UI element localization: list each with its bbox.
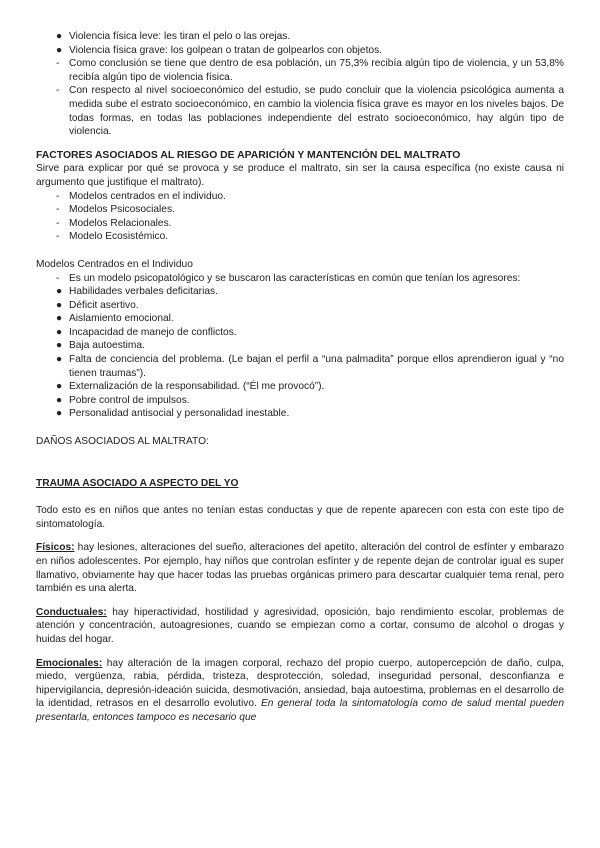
trauma-intro: Todo esto es en niños que antes no tenían estas conductas y que de repente aparecen con esta con este tipo de sintomatología. xyxy=(36,505,564,530)
list-item xyxy=(36,299,564,313)
list-item xyxy=(36,190,564,204)
list-item-text: Aislamiento emocional. xyxy=(69,313,174,325)
dash-marker: - xyxy=(56,190,60,202)
emocionales-italic-text: En general toda la sintomatología como de salud mental pueden presentarla, entonces tampoco es necesario que xyxy=(36,698,565,723)
list-item-text: Violencia física grave: los golpean o tratan de golpearlos con objetos. xyxy=(69,44,382,56)
list-item-text: Como conclusión se tiene que dentro de esa población, un 75,3% recibía algún tipo de violencia, y un 53,8% recibía algún tipo de violencia física. xyxy=(69,58,564,83)
list-item-text: Es un modelo psicopatológico y se buscaron las características en común que tenían los agresores: xyxy=(69,272,521,284)
list-item-text: Modelos Psicosociales. xyxy=(69,204,175,216)
emocionales-label: Emocionales: xyxy=(36,657,103,669)
emocionales-paragraph xyxy=(36,657,564,725)
emocionales-text: hay alteración de la imagen corporal, rechazo del propio cuerpo, autopercepción de daño, culpa, miedo, vergüenza, rabia, pérdida, tristeza, desprotección, soledad, inseguridad personal, desconfianza e hipervigilancia, depresión-ideación suicida, desmotivación, ansiedad, baja autoestima, problemas en el desarrollo de la identidad, retrasos en el desarrollo evolutivo. xyxy=(36,657,564,710)
fisicos-label: Físicos: xyxy=(36,542,75,554)
list-item-text: Habilidades verbales deficitarias. xyxy=(69,286,218,298)
list-item-text: Déficit asertivo. xyxy=(69,299,139,311)
list-item xyxy=(36,339,564,353)
dash-marker: - xyxy=(56,217,60,229)
conductuales-label: Conductuales: xyxy=(36,606,107,618)
list-item-text: Baja autoestima. xyxy=(69,340,145,352)
list-item-text: Modelos centrados en el individuo. xyxy=(69,190,226,202)
fisicos-text: hay lesiones, alteraciones del sueño, alteraciones del apetito, alteración del control de esfínter y embarazo en niños adolescentes. Por ejemplo, hay niños que controlan esfínter y de repente dejan de controlar igual es super llamativo, obviamente hay que hacer todas las pruebas orgánicas primero para descartar cualquier tema renal, pero también es una alerta. xyxy=(36,542,564,595)
bullet-marker: ● xyxy=(56,394,63,406)
list-item-text: Con respecto al nivel socioeconómico del estudio, se pudo concluir que la violencia psicológica aumenta a medida sube el estrato socioeconómico, en cambio la violencia física grave es mayor en los niveles bajos. De todas formas, en todas las poblaciones independiente del estrato socioeconómico, hay algún tipo de violencia. xyxy=(69,85,564,138)
list-item xyxy=(36,203,564,217)
list-item-text: Externalización de la responsabilidad. (“Él me provocó”). xyxy=(69,381,325,393)
list-item xyxy=(36,30,564,44)
violence-list xyxy=(36,30,564,139)
bullet-marker: ● xyxy=(56,286,63,298)
list-item xyxy=(36,84,564,138)
bullet-marker: ● xyxy=(56,408,63,420)
conductuales-text: hay hiperactividad, hostilidad y agresividad, oposición, bajo rendimiento escolar, problemas de atención y concentración, autoagresiones, cuando se empiezan como a cortar, consumo de alcohol o drogas y huidas del hogar. xyxy=(36,606,564,645)
bullet-marker: ● xyxy=(56,31,63,42)
bullet-marker: ● xyxy=(56,313,63,325)
list-item xyxy=(36,353,564,380)
individuo-list xyxy=(36,272,564,422)
list-item-text: Modelos Relacionales. xyxy=(69,217,172,229)
list-item-text: Modelo Ecosistémico. xyxy=(69,231,169,243)
individuo-heading: Modelos Centrados en el Individuo xyxy=(36,258,193,270)
list-item-text: Incapacidad de manejo de conflictos. xyxy=(69,326,237,338)
trauma-heading: TRAUMA ASOCIADO A ASPECTO DEL YO xyxy=(36,477,239,489)
list-item xyxy=(36,230,564,244)
list-item-text: Violencia física leve: les tiran el pelo o las orejas. xyxy=(69,31,291,42)
fisicos-paragraph xyxy=(36,541,564,595)
factores-intro: Sirve para explicar por qué se provoca y se produce el maltrato, sin ser la causa específica (no existe causa ni argumento que justifique el maltrato). xyxy=(36,163,564,188)
bullet-marker: ● xyxy=(56,299,63,311)
list-item xyxy=(36,57,564,84)
list-item-text: Falta de conciencia del problema. (Le bajan el perfil a “una palmadita” porque ellos aprendieron igual y “no tienen traumas”). xyxy=(69,354,564,379)
bullet-marker: ● xyxy=(56,44,63,56)
factores-heading: FACTORES ASOCIADOS AL RIESGO DE APARICIÓN Y MANTENCIÓN DEL MALTRATO xyxy=(36,149,461,161)
list-item-text: Pobre control de impulsos. xyxy=(69,394,190,406)
list-item xyxy=(36,407,564,421)
list-item xyxy=(36,380,564,394)
list-item xyxy=(36,217,564,231)
dash-marker: - xyxy=(56,58,60,70)
models-list xyxy=(36,190,564,244)
bullet-marker: ● xyxy=(56,340,63,352)
list-item xyxy=(36,272,564,286)
list-item xyxy=(36,326,564,340)
dash-marker: - xyxy=(56,231,60,243)
bullet-marker: ● xyxy=(56,381,63,393)
dash-marker: - xyxy=(56,204,60,216)
dash-marker: - xyxy=(56,272,60,284)
conductuales-paragraph xyxy=(36,606,564,647)
bullet-marker: ● xyxy=(56,326,63,338)
list-item xyxy=(36,44,564,58)
dash-marker: - xyxy=(56,85,60,97)
danos-heading: DAÑOS ASOCIADOS AL MALTRATO: xyxy=(36,436,209,448)
list-item-text: Personalidad antisocial y personalidad inestable. xyxy=(69,408,290,420)
list-item xyxy=(36,394,564,408)
list-item xyxy=(36,312,564,326)
list-item xyxy=(36,285,564,299)
bullet-marker: ● xyxy=(56,354,63,366)
